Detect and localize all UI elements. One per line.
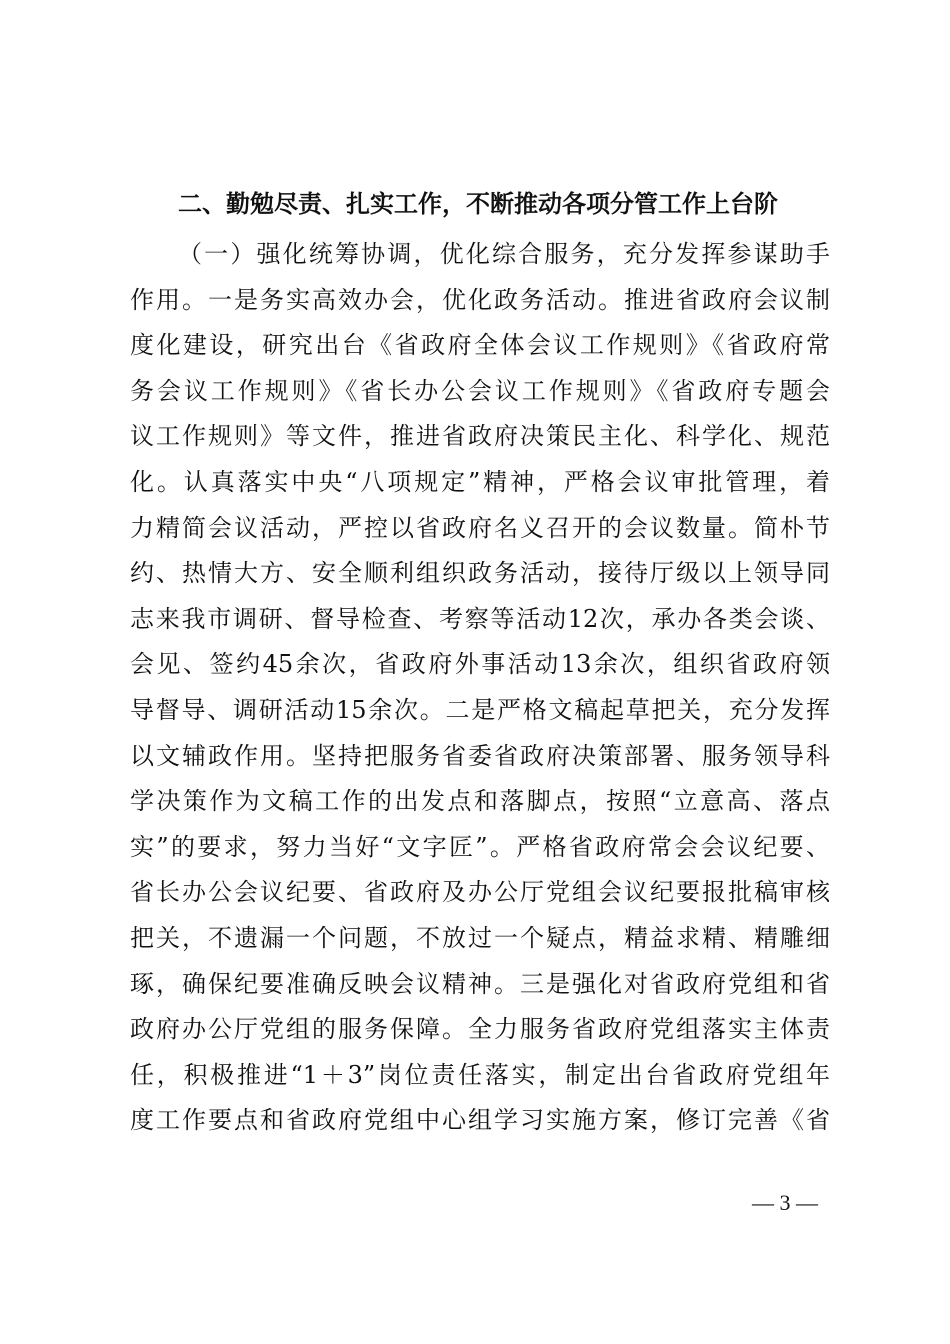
body-line: 力精简会议活动，严控以省政府名义召开的会议数量。简朴节 (130, 513, 830, 542)
body-line: 度工作要点和省政府党组中心组学习实施方案，修订完善《省 (130, 1106, 830, 1135)
body-line: 实”的要求，努力当好“文字匠”。严格省政府常会会议纪要、 (130, 832, 830, 861)
body-line: 化。认真落实中央“八项规定”精神，严格会议审批管理，着 (130, 467, 830, 496)
body-line: 政府办公厅党组的服务保障。全力服务省政府党组落实主体责 (130, 1015, 830, 1044)
body-line: 务会议工作规则》《省长办公会议工作规则》《省政府专题会 (130, 376, 830, 405)
body-line: 导督导、调研活动15余次。二是严格文稿起草把关，充分发挥 (130, 695, 830, 724)
body-line: 省长办公会议纪要、省政府及办公厅党组会议纪要报批稿审核 (130, 878, 830, 907)
body-line: 任，积极推进“1＋3”岗位责任落实，制定出台省政府党组年 (130, 1060, 830, 1089)
body-line: 把关，不遗漏一个问题，不放过一个疑点，精益求精、精雕细 (130, 923, 830, 952)
body-line: 度化建设，研究出台《省政府全体会议工作规则》《省政府常 (130, 331, 830, 360)
body-line: （一）强化统筹协调，优化综合服务，充分发挥参谋助手 (178, 240, 830, 268)
body-line: 议工作规则》等文件，推进省政府决策民主化、科学化、规范 (130, 422, 830, 451)
body-line: 以文辅政作用。坚持把服务省委省政府决策部署、服务领导科 (130, 741, 830, 770)
body-paragraph (130, 232, 830, 1144)
page-number: — 3 — (752, 1190, 818, 1215)
body-line: 作用。一是务实高效办会，优化政务活动。推进省政府会议制 (130, 285, 830, 314)
body-line: 约、热情大方、安全顺利组织政务活动，接待厅级以上领导同 (130, 559, 830, 588)
body-line: 琢，确保纪要准确反映会议精神。三是强化对省政府党组和省 (130, 969, 830, 998)
body-line: 志来我市调研、督导检查、考察等活动12次，承办各类会谈、 (130, 604, 830, 633)
body-line: 会见、签约45余次，省政府外事活动13余次，组织省政府领 (130, 650, 830, 679)
body-line: 学决策作为文稿工作的出发点和落脚点，按照“立意高、落点 (130, 787, 830, 816)
section-heading: 二、勤勉尽责、扎实工作，不断推动各项分管工作上台阶 (178, 190, 778, 218)
